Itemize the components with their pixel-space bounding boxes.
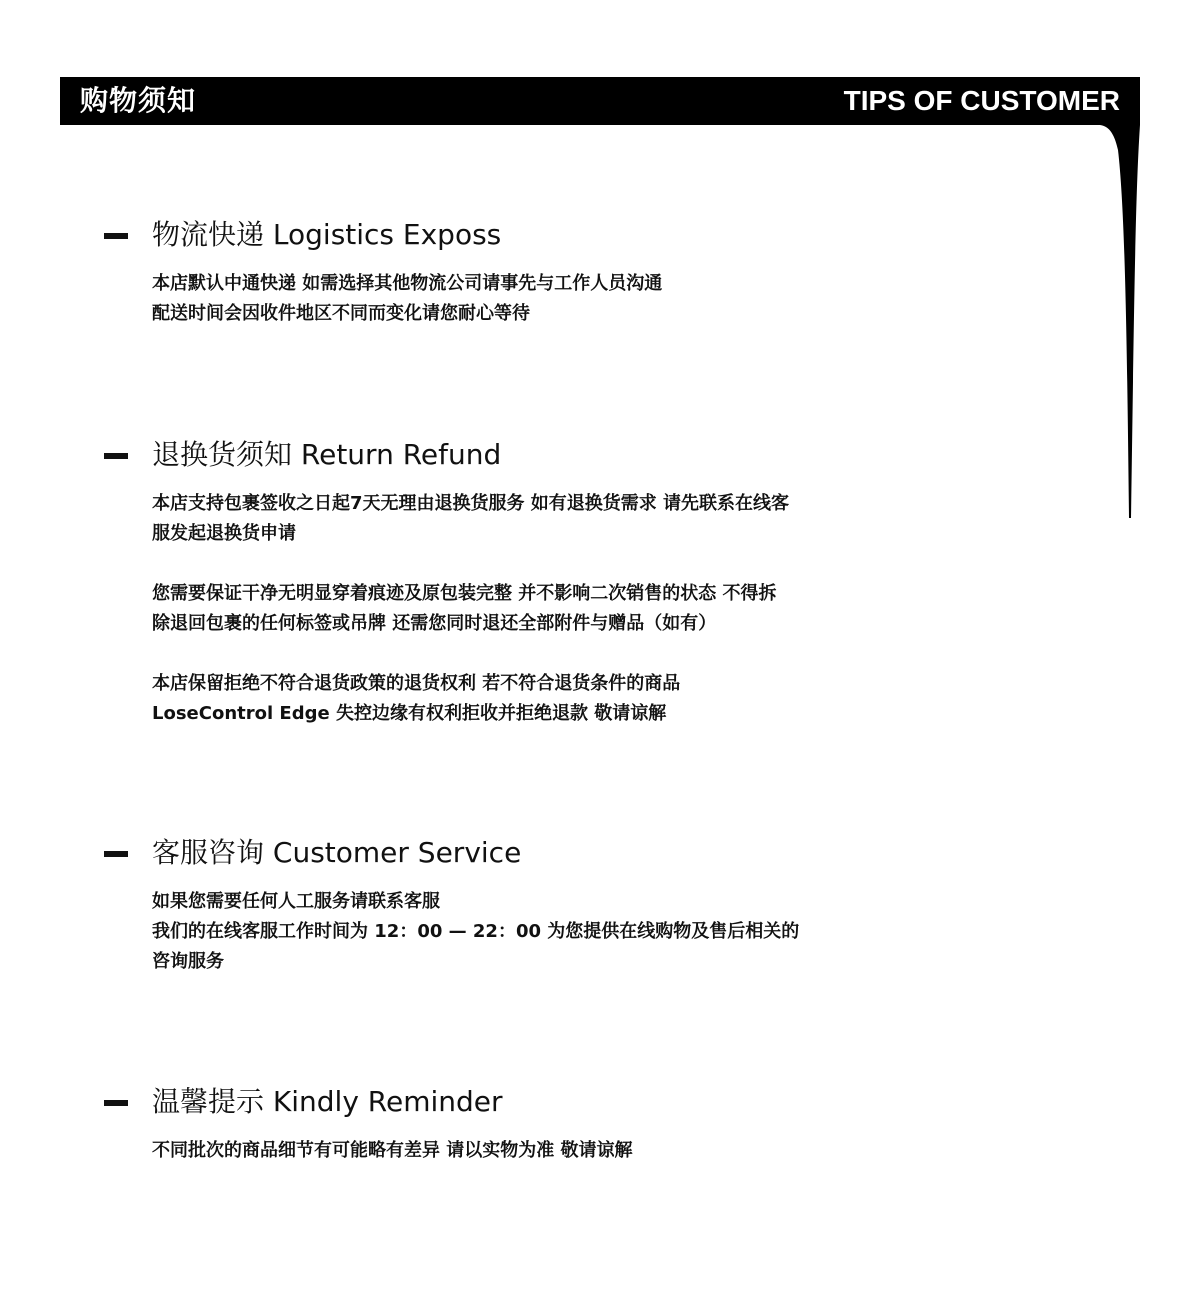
dash-bullet-icon — [104, 1100, 128, 1106]
paragraph — [152, 489, 924, 549]
section-header — [104, 215, 924, 255]
dash-bullet-icon — [104, 453, 128, 459]
text-line: 本店默认中通快递 如需选择其他物流公司请事先与工作人员沟通 — [152, 273, 663, 294]
text-line: 配送时间会因收件地区不同而变化请您耐心等待 — [152, 303, 530, 324]
dash-bullet-icon — [104, 851, 128, 857]
text-line: 您需要保证干净无明显穿着痕迹及原包装完整 并不影响二次销售的状态 不得拆 — [152, 583, 777, 604]
text-line: 服发起退换货申请 — [152, 523, 296, 544]
decorative-swoosh — [1100, 120, 1145, 520]
header-title-en: TIPS OF CUSTOMER — [843, 85, 1120, 116]
section-body — [152, 887, 924, 977]
text-line: 我们的在线客服工作时间为 12：00 — 22：00 为您提供在线购物及售后相关的 — [152, 921, 800, 942]
section-body — [152, 1136, 924, 1166]
dash-bullet-icon — [104, 233, 128, 239]
section-header — [104, 1082, 924, 1122]
paragraph — [152, 1136, 924, 1166]
header-bar — [60, 77, 1140, 125]
paragraph — [152, 887, 924, 977]
text-line: 本店保留拒绝不符合退货政策的退货权利 若不符合退货条件的商品 — [152, 673, 681, 694]
section-title: 物流快递 Logistics Exposs — [152, 218, 502, 251]
paragraph — [152, 579, 924, 639]
section-return-refund — [104, 435, 924, 759]
paragraph — [152, 269, 924, 329]
section-title: 退换货须知 Return Refund — [152, 438, 502, 471]
section-kindly-reminder — [104, 1082, 924, 1196]
text-line: 如果您需要任何人工服务请联系客服 — [152, 891, 440, 912]
section-logistics — [104, 215, 924, 359]
text-line: LoseControl Edge 失控边缘有权利拒收并拒绝退款 敬请谅解 — [152, 703, 667, 724]
text-line: 本店支持包裹签收之日起7天无理由退换货服务 如有退换货需求 请先联系在线客 — [152, 493, 790, 514]
header-title-cn: 购物须知 — [80, 84, 197, 117]
text-line: 不同批次的商品细节有可能略有差异 请以实物为准 敬请谅解 — [152, 1140, 633, 1161]
section-customer-service — [104, 833, 924, 1007]
text-line: 除退回包裹的任何标签或吊牌 还需您同时退还全部附件与赠品（如有） — [152, 613, 717, 634]
paragraph — [152, 669, 924, 729]
section-header — [104, 833, 924, 873]
section-title: 温馨提示 Kindly Reminder — [152, 1085, 503, 1118]
section-body — [152, 489, 924, 729]
text-line: 咨询服务 — [152, 951, 224, 972]
section-title: 客服咨询 Customer Service — [152, 836, 522, 869]
section-header — [104, 435, 924, 475]
section-body — [152, 269, 924, 329]
